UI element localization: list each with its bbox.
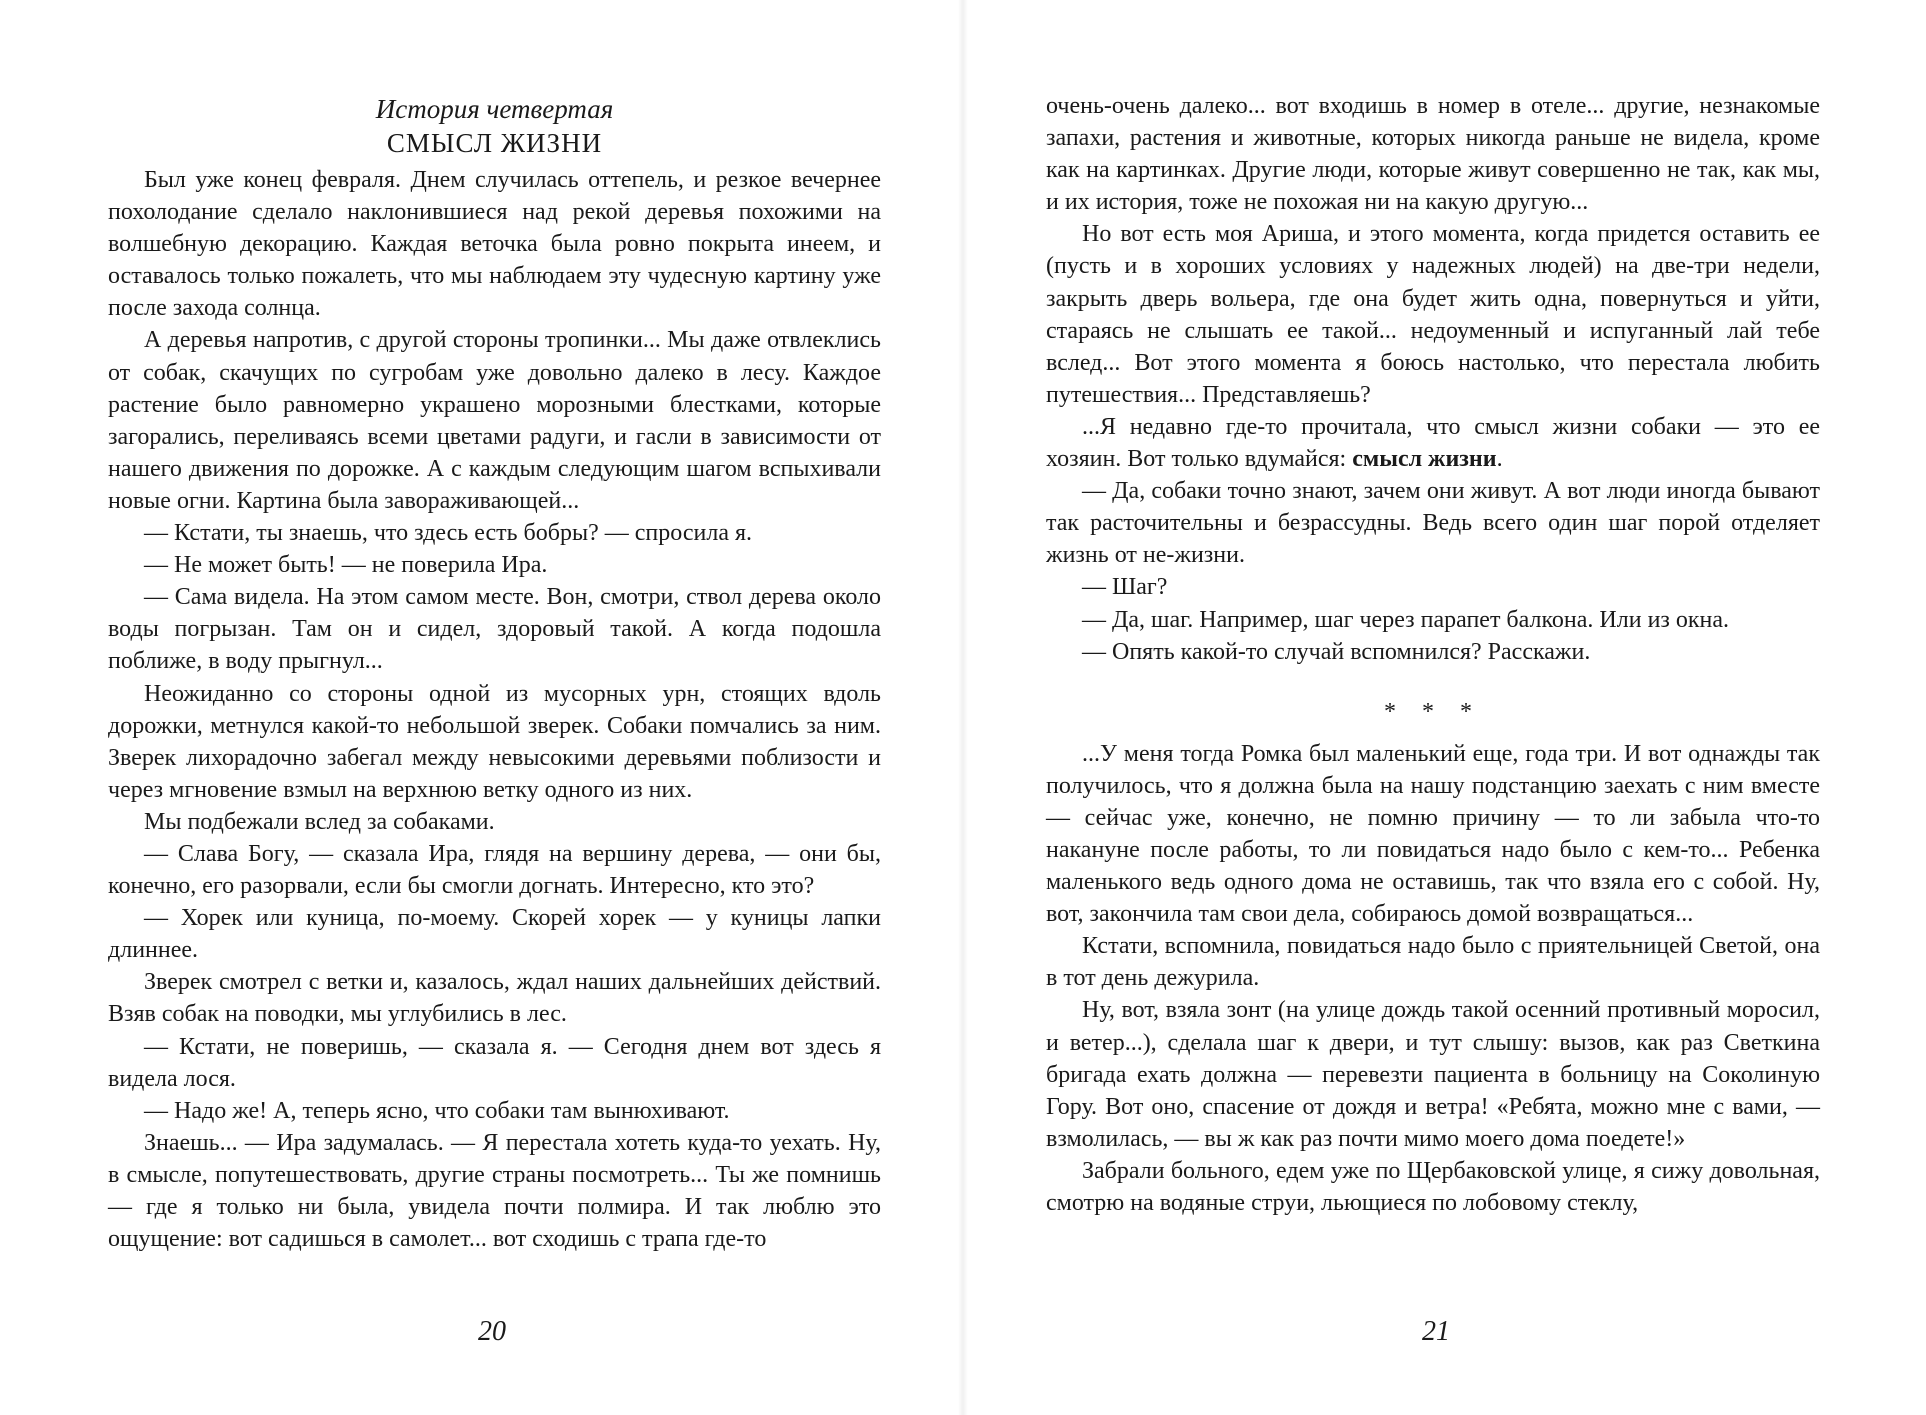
paragraph: Мы подбежали вслед за собаками. — [144, 808, 495, 835]
paragraph-text: ...Я недавно где-то прочитала, что смысл жизни собаки — это ее хозяин. Вот только вдумайся: — [1046, 413, 1820, 473]
paragraph — [1046, 411, 1820, 475]
paragraph: — Надо же! А, теперь ясно, что собаки там вынюхивают. — [144, 1097, 730, 1124]
paragraph: — Хорек или куница, по-моему. Скорей хорек — у куницы лапки длиннее. — [108, 905, 881, 964]
right-page — [966, 0, 1926, 1415]
paragraph: — Опять какой-то случай вспомнился? Расскажи. — [1082, 638, 1591, 665]
paragraph: Неожиданно со стороны одной из мусорных урн, стоящих вдоль дорожки, метнулся какой-то небольшой зверек. Собаки помчались за ним. Зверек лихорадочно забегал между невысокими деревьями поблизости и через мгновение взмыл на верхнюю ветку одного из них. — [108, 680, 881, 803]
page-number: 20 — [478, 1316, 506, 1347]
paragraph: Но вот есть моя Ариша, и этого момента, когда придется оставить ее (пусть и в хороших условиях у надежных людей) на две-три недели, закрыть дверь вольера, где она будет жить одна, повернуться и уйти, стараясь не слышать ее такой... недоуменный и испуганный лай тебе вслед... Вот этого момента я боюсь настолько, что перестала любить путешествия... Представляешь? — [1046, 221, 1820, 408]
paragraph: ...У меня тогда Ромка был маленький еще, года три. И вот однажды так получилось, что я должна была на нашу подстанцию заехать с ним вместе — сейчас уже, конечно, не помню причину — то ли забыла что-то накануне после работы, то ли повидаться надо было с кем-то... Ребенка маленького ведь одного дома не оставишь, так что взяла его с собой. Ну, вот, закончила там свои дела, собираюсь домой возвращаться... — [1046, 740, 1820, 928]
left-text-column — [108, 92, 881, 1255]
paragraph: — Не может быть! — не поверила Ира. — [144, 552, 548, 579]
paragraph-text: . — [1496, 446, 1503, 473]
paragraph: Ну, вот, взяла зонт (на улице дождь такой осенний противный моросил, и ветер...), сделала шаг к двери, и тут слышу: вызов, как раз Светкина бригада ехать должна — перевезти пациента в больницу на Соколиную Гору. Вот оно, спасение от дождя и ветра! «Ребята, можно мне с вами, — взмолилась, — вы ж как раз почти мимо моего дома поедете!» — [1046, 997, 1820, 1152]
right-text-column — [1046, 90, 1820, 1219]
page-number: 21 — [1422, 1316, 1450, 1347]
paragraph: Кстати, вспомнила, повидаться надо было с приятельницей Светой, она в тот день дежурила. — [1046, 933, 1820, 992]
paragraph: — Кстати, ты знаешь, что здесь есть бобры? — спросила я. — [144, 520, 753, 547]
section-separator: * * * — [1384, 698, 1482, 725]
paragraph: — Кстати, не поверишь, — сказала я. — Сегодня днем вот здесь я видела лося. — [108, 1033, 881, 1092]
chapter-subtitle: История четвертая — [375, 94, 614, 124]
paragraph: очень-очень далеко... вот входишь в номер в отеле... другие, незнакомые запахи, растения и животные, которых никогда раньше не видела, кроме как на картинках. Другие люди, которые живут совершенно не так, как мы, и их история, тоже не похожая ни на какую другую... — [1046, 93, 1820, 216]
paragraph: Забрали больного, едем уже по Щербаковской улице, я сижу довольная, смотрю на водяные струи, льющиеся по лобовому стеклу, — [1046, 1157, 1820, 1216]
paragraph: — Слава Богу, — сказала Ира, глядя на вершину дерева, — они бы, конечно, его разорвали, если бы смогли догнать. Интересно, кто это? — [108, 840, 881, 900]
paragraph: Знаешь... — Ира задумалась. — Я перестала хотеть куда-то уехать. Ну, в смысле, попутешествовать, другие страны посмотреть... Ты же помнишь — где я только ни была, увидела почти полмира. И так люблю это ощущение: вот садишься в самолет... вот сходишь с трапа где-то — [108, 1129, 881, 1253]
paragraph: А деревья напротив, с другой стороны тропинки... Мы даже отвлеклись от собак, скачущих по сугробам уже довольно далеко в лесу. Каждое растение было равномерно украшено морозными блестками, которые загорались, переливаясь всеми цветами радуги, и гасли в зависимости от нашего движения по дорожке. А с каждым следующим шагом вспыхивали новые огни. Картина была завораживающей... — [108, 327, 881, 514]
chapter-title: СМЫСЛ ЖИЗНИ — [386, 128, 603, 158]
left-page — [0, 0, 960, 1415]
paragraph: Зверек смотрел с ветки и, казалось, ждал наших дальнейших действий. Взяв собак на поводки, мы углубились в лес. — [108, 969, 881, 1028]
paragraph: Был уже конец февраля. Днем случилась оттепель, и резкое вечернее похолодание сделало наклонившиеся над рекой деревья похожими на волшебную декорацию. Каждая веточка была ровно покрыта инеем, и оставалось только пожалеть, что мы наблюдаем эту чудесную картину уже после захода солнца. — [108, 167, 881, 322]
bold-phrase: смысл жизни — [1352, 446, 1497, 473]
paragraph: — Да, шаг. Например, шаг через парапет балкона. Или из окна. — [1082, 606, 1730, 633]
paragraph: — Сама видела. На этом самом месте. Вон, смотри, ствол дерева около воды погрызан. Там он и сидел, здоровый такой. А когда подошла поближе, в воду прыгнул... — [108, 584, 881, 675]
paragraph: — Да, собаки точно знают, зачем они живут. А вот люди иногда бывают так расточительны и безрассудны. Ведь всего один шаг порой отделяет жизнь от не-жизни. — [1046, 478, 1820, 569]
paragraph: — Шаг? — [1082, 574, 1168, 601]
